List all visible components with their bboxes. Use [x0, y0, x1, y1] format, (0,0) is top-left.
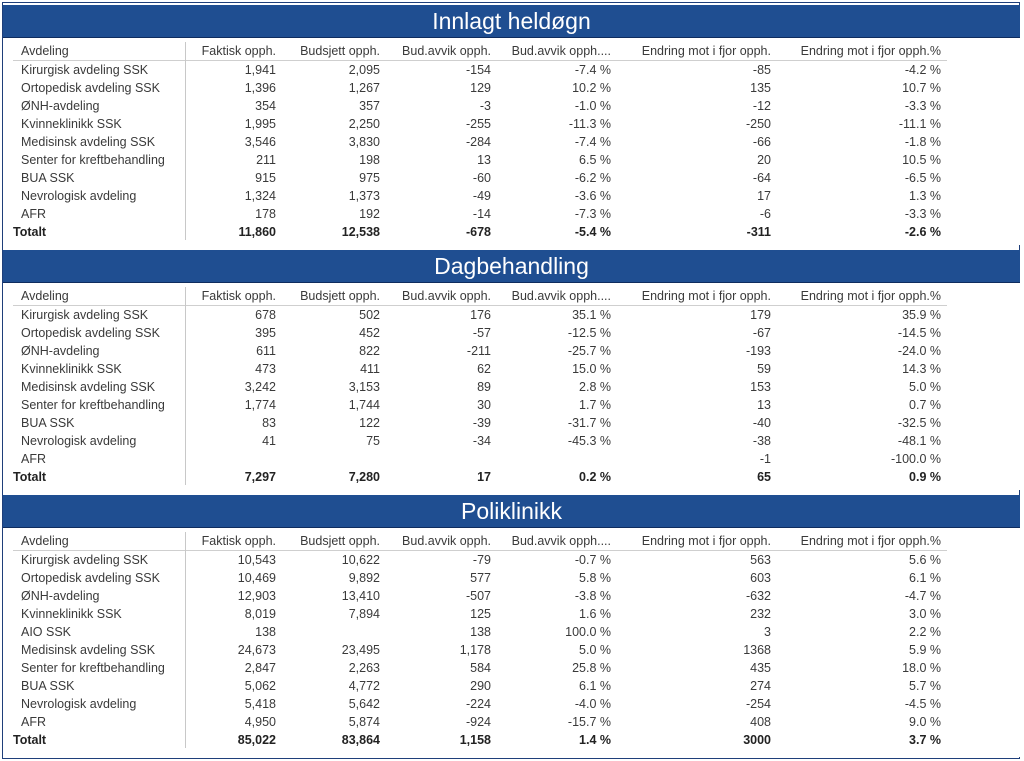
table-cell: 138	[470, 625, 491, 639]
table-cell: 395	[255, 326, 276, 340]
table-cell: 1.7 %	[579, 398, 611, 412]
table-row	[13, 169, 947, 187]
table-cell: -45.3 %	[567, 434, 611, 448]
table-cell: -67	[752, 326, 771, 340]
table-cell: 5,642	[348, 697, 380, 711]
section-title: Innlagt heldøgn	[3, 5, 1020, 38]
table-cell: -4.5 %	[904, 697, 941, 711]
table-cell: -193	[745, 344, 771, 358]
table-cell: -24.0 %	[897, 344, 941, 358]
column-header: Budsjett opph.	[300, 44, 380, 58]
table-cell: 5.6 %	[909, 553, 941, 567]
table-cell: 0.7 %	[909, 398, 941, 412]
column-header: Budsjett opph.	[300, 534, 380, 548]
table-cell: -6	[759, 207, 771, 221]
column-header: Faktisk opph.	[201, 534, 276, 548]
table-cell: -2.6 %	[904, 225, 941, 239]
table-cell: 2,095	[348, 63, 380, 77]
table-cell: 3.0 %	[909, 607, 941, 621]
table-cell: -12	[752, 99, 771, 113]
table-cell: 563	[750, 553, 771, 567]
row-label: Nevrologisk avdeling	[21, 434, 137, 448]
table-cell: 198	[359, 153, 380, 167]
table-cell: -3.3 %	[904, 207, 941, 221]
table-cell: 0.9 %	[909, 470, 941, 484]
row-label: Totalt	[13, 733, 47, 747]
table-cell: 35.9 %	[902, 308, 941, 322]
table-cell: 5.0 %	[579, 643, 611, 657]
section-innlagt-heldogn	[3, 5, 1020, 245]
table-cell: 12,538	[341, 225, 380, 239]
table-cell: -49	[472, 189, 491, 203]
table-cell: 41	[262, 434, 276, 448]
table-cell: 1,941	[244, 63, 276, 77]
table-cell: 10.2 %	[572, 81, 611, 95]
table-cell: 13	[757, 398, 771, 412]
table-cell: 4,772	[348, 679, 380, 693]
row-label: AFR	[21, 715, 46, 729]
table-cell: 211	[256, 153, 276, 167]
table-cell: -7.4 %	[574, 63, 611, 77]
table-cell: 30	[477, 398, 491, 412]
column-header: Avdeling	[21, 289, 69, 303]
table-header-row	[13, 42, 947, 61]
table-cell: 3,546	[244, 135, 276, 149]
table-cell: -60	[472, 171, 491, 185]
column-header: Bud.avvik opph....	[511, 44, 611, 58]
table-row	[13, 695, 947, 713]
column-divider	[185, 287, 186, 485]
table-cell: -11.1 %	[898, 117, 941, 131]
table-cell: 274	[750, 679, 771, 693]
row-label: Kirurgisk avdeling SSK	[21, 63, 149, 77]
table-cell: 11,860	[238, 225, 276, 239]
table-cell: 1,995	[244, 117, 276, 131]
section-title: Dagbehandling	[3, 250, 1020, 283]
column-header: Faktisk opph.	[201, 44, 276, 58]
table-cell: 1368	[743, 643, 771, 657]
table-cell: 5.9 %	[909, 643, 941, 657]
table-cell: -31.7 %	[567, 416, 611, 430]
table-cell: -3.3 %	[904, 99, 941, 113]
table-cell: 357	[359, 99, 380, 113]
column-header: Endring mot i fjor opph.%	[800, 44, 941, 58]
table-cell: 7,280	[348, 470, 380, 484]
table-cell: -5.4 %	[574, 225, 611, 239]
table-cell: 179	[750, 308, 771, 322]
table-row	[13, 677, 947, 695]
table-cell: -254	[745, 697, 771, 711]
row-label: AFR	[21, 452, 46, 466]
table-cell: 3,153	[348, 380, 380, 394]
table-cell: 3,830	[348, 135, 380, 149]
section-poliklinikk	[3, 495, 1020, 757]
table-cell: 9.0 %	[909, 715, 941, 729]
table-cell: 138	[255, 625, 276, 639]
table-cell: 85,022	[237, 733, 276, 747]
table-cell: 2.8 %	[579, 380, 611, 394]
table-cell: 135	[750, 81, 771, 95]
table-cell: 24,673	[237, 643, 276, 657]
table-cell: 6.5 %	[579, 153, 611, 167]
section-title: Poliklinikk	[3, 495, 1020, 528]
table-cell: 17	[757, 189, 771, 203]
table-cell: -48.1 %	[897, 434, 941, 448]
table-cell: -34	[472, 434, 491, 448]
table-cell: -678	[465, 225, 491, 239]
row-label: Senter for kreftbehandling	[21, 661, 165, 675]
row-label: ØNH-avdeling	[21, 99, 100, 113]
table-cell: -1.0 %	[574, 99, 611, 113]
table-cell: -4.0 %	[574, 697, 611, 711]
column-header: Endring mot i fjor opph.	[641, 44, 771, 58]
row-label: Totalt	[13, 470, 47, 484]
table-cell: 10,543	[237, 553, 276, 567]
row-label: Senter for kreftbehandling	[21, 153, 165, 167]
table-cell: 2,847	[244, 661, 276, 675]
table-cell: -507	[465, 589, 491, 603]
table-cell: 2,250	[348, 117, 380, 131]
data-table	[13, 42, 947, 241]
table-row	[13, 396, 947, 414]
table-cell: 611	[256, 344, 276, 358]
row-label: Ortopedisk avdeling SSK	[21, 326, 160, 340]
table-row	[13, 605, 947, 623]
table-cell: -15.7 %	[567, 715, 611, 729]
table-row	[13, 414, 947, 432]
table-cell: -6.2 %	[574, 171, 611, 185]
table-cell: 3000	[743, 733, 771, 747]
table-row	[13, 587, 947, 605]
table-cell: 6.1 %	[909, 571, 941, 585]
table-cell: 178	[255, 207, 276, 221]
table-cell: 62	[477, 362, 491, 376]
table-cell: 1.4 %	[579, 733, 611, 747]
table-cell: 1.6 %	[579, 607, 611, 621]
table-row	[13, 569, 947, 587]
table-cell: 2.2 %	[909, 625, 941, 639]
table-cell: -250	[745, 117, 771, 131]
table-cell: 125	[470, 607, 491, 621]
row-label: Kirurgisk avdeling SSK	[21, 553, 149, 567]
column-header: Endring mot i fjor opph.	[641, 289, 771, 303]
table-cell: 13	[477, 153, 491, 167]
table-cell: 176	[470, 308, 491, 322]
column-divider	[185, 42, 186, 240]
table-cell: -6.5 %	[904, 171, 941, 185]
table-cell: 10.7 %	[902, 81, 941, 95]
data-table	[13, 532, 947, 749]
table-cell: -12.5 %	[567, 326, 611, 340]
table-cell: 1,373	[348, 189, 380, 203]
table-cell: 12,903	[237, 589, 276, 603]
column-header: Bud.avvik opph.	[402, 534, 491, 548]
table-row	[13, 205, 947, 223]
table-row	[13, 151, 947, 169]
table-cell: -224	[465, 697, 491, 711]
row-label: Medisinsk avdeling SSK	[21, 135, 156, 149]
table-cell: 0.2 %	[579, 470, 611, 484]
table-cell: 3.7 %	[909, 733, 941, 747]
row-label: ØNH-avdeling	[21, 589, 100, 603]
table-cell: 1,178	[459, 643, 491, 657]
table-cell: -66	[752, 135, 771, 149]
table-cell: -924	[465, 715, 491, 729]
table-row	[13, 659, 947, 677]
table-cell: 1,158	[459, 733, 491, 747]
table-cell: 10,469	[237, 571, 276, 585]
table-cell: -25.7 %	[567, 344, 611, 358]
column-header: Bud.avvik opph.	[402, 44, 491, 58]
table-cell: -100.0 %	[890, 452, 941, 466]
column-header: Endring mot i fjor opph.%	[800, 289, 941, 303]
table-header-row	[13, 532, 947, 551]
column-header: Bud.avvik opph....	[511, 534, 611, 548]
column-header: Bud.avvik opph....	[511, 289, 611, 303]
section-dagbehandling	[3, 250, 1020, 490]
table-cell: 153	[750, 380, 771, 394]
table-cell: -7.3 %	[574, 207, 611, 221]
table-cell: -311	[746, 225, 771, 239]
table-cell: 1,744	[348, 398, 380, 412]
table-row	[13, 432, 947, 450]
row-label: Senter for kreftbehandling	[21, 398, 165, 412]
table-cell: 25.8 %	[572, 661, 611, 675]
table-cell: 354	[255, 99, 276, 113]
row-label: AFR	[21, 207, 46, 221]
table-cell: 915	[255, 171, 276, 185]
total-row	[13, 223, 947, 241]
table-cell: 5,418	[244, 697, 276, 711]
table-cell: -4.2 %	[904, 63, 941, 77]
table-cell: 65	[757, 470, 771, 484]
row-label: BUA SSK	[21, 679, 75, 693]
row-label: Kirurgisk avdeling SSK	[21, 308, 149, 322]
table-cell: 15.0 %	[572, 362, 611, 376]
table-row	[13, 378, 947, 396]
table-cell: 5.7 %	[909, 679, 941, 693]
table-cell: 7,297	[244, 470, 276, 484]
table-cell: -255	[465, 117, 491, 131]
table-cell: 452	[359, 326, 380, 340]
row-label: Nevrologisk avdeling	[21, 697, 137, 711]
table-cell: -4.7 %	[904, 589, 941, 603]
table-cell: -7.4 %	[574, 135, 611, 149]
table-cell: 10,622	[341, 553, 380, 567]
table-cell: 4,950	[244, 715, 276, 729]
table-cell: -0.7 %	[574, 553, 611, 567]
table-row	[13, 551, 947, 569]
table-cell: -64	[752, 171, 771, 185]
table-cell: 5.0 %	[909, 380, 941, 394]
row-label: Medisinsk avdeling SSK	[21, 380, 156, 394]
table-row	[13, 115, 947, 133]
table-row	[13, 641, 947, 659]
table-cell: 473	[255, 362, 276, 376]
table-cell: -38	[752, 434, 771, 448]
table-cell: 3	[764, 625, 771, 639]
table-cell: 502	[359, 308, 380, 322]
table-cell: 232	[750, 607, 771, 621]
row-label: Medisinsk avdeling SSK	[21, 643, 156, 657]
table-row	[13, 306, 947, 324]
table-row	[13, 324, 947, 342]
table-cell: 1,396	[244, 81, 276, 95]
table-cell: 59	[757, 362, 771, 376]
table-cell: 1,267	[348, 81, 380, 95]
table-cell: -32.5 %	[897, 416, 941, 430]
row-label: Ortopedisk avdeling SSK	[21, 571, 160, 585]
row-label: Kvinneklinikk SSK	[21, 607, 122, 621]
table-cell: -85	[752, 63, 771, 77]
table-cell: 9,892	[348, 571, 380, 585]
column-divider	[185, 532, 186, 748]
data-table	[13, 287, 947, 486]
table-cell: 1,324	[244, 189, 276, 203]
table-cell: -57	[472, 326, 491, 340]
table-cell: -11.3 %	[568, 117, 611, 131]
table-cell: 975	[359, 171, 380, 185]
table-row	[13, 713, 947, 731]
table-cell: 122	[359, 416, 380, 430]
table-row	[13, 61, 947, 79]
table-cell: 18.0 %	[902, 661, 941, 675]
table-row	[13, 450, 947, 468]
table-cell: 5.8 %	[579, 571, 611, 585]
column-header: Endring mot i fjor opph.	[641, 534, 771, 548]
row-label: BUA SSK	[21, 171, 75, 185]
table-row	[13, 97, 947, 115]
table-cell: 584	[470, 661, 491, 675]
table-cell: 83	[262, 416, 276, 430]
row-label: AIO SSK	[21, 625, 72, 639]
total-row	[13, 468, 947, 486]
row-label: Kvinneklinikk SSK	[21, 117, 122, 131]
table-row	[13, 342, 947, 360]
column-header: Endring mot i fjor opph.%	[800, 534, 941, 548]
table-cell: 411	[360, 362, 380, 376]
table-cell: 14.3 %	[902, 362, 941, 376]
total-row	[13, 731, 947, 749]
table-cell: 435	[750, 661, 771, 675]
table-cell: 100.0 %	[565, 625, 611, 639]
table-cell: 7,894	[348, 607, 380, 621]
table-cell: 8,019	[244, 607, 276, 621]
table-cell: 408	[750, 715, 771, 729]
table-cell: -40	[752, 416, 771, 430]
table-cell: 577	[470, 571, 491, 585]
table-cell: 35.1 %	[572, 308, 611, 322]
table-cell: 5,874	[348, 715, 380, 729]
table-cell: 603	[750, 571, 771, 585]
row-label: ØNH-avdeling	[21, 344, 100, 358]
column-header: Bud.avvik opph.	[402, 289, 491, 303]
table-row	[13, 79, 947, 97]
row-label: Ortopedisk avdeling SSK	[21, 81, 160, 95]
table-cell: -3.6 %	[574, 189, 611, 203]
table-cell: 6.1 %	[579, 679, 611, 693]
table-cell: 1.3 %	[909, 189, 941, 203]
table-cell: -1	[759, 452, 771, 466]
table-cell: -14.5 %	[897, 326, 941, 340]
column-header: Budsjett opph.	[300, 289, 380, 303]
table-cell: -211	[466, 344, 491, 358]
column-header: Avdeling	[21, 534, 69, 548]
table-cell: 23,495	[341, 643, 380, 657]
table-cell: 2,263	[348, 661, 380, 675]
table-cell: -79	[472, 553, 491, 567]
row-label: Nevrologisk avdeling	[21, 189, 137, 203]
row-label: Totalt	[13, 225, 47, 239]
table-cell: 3,242	[244, 380, 276, 394]
table-cell: 89	[477, 380, 491, 394]
table-cell: -154	[465, 63, 491, 77]
table-cell: 822	[359, 344, 380, 358]
table-cell: -39	[472, 416, 491, 430]
table-cell: 192	[359, 207, 380, 221]
table-row	[13, 360, 947, 378]
table-row	[13, 187, 947, 205]
table-cell: 5,062	[244, 679, 276, 693]
table-cell: 290	[470, 679, 491, 693]
table-cell: 13,410	[341, 589, 380, 603]
column-header: Avdeling	[21, 44, 69, 58]
table-cell: 17	[477, 470, 491, 484]
table-header-row	[13, 287, 947, 306]
table-cell: 678	[255, 308, 276, 322]
table-cell: -14	[472, 207, 491, 221]
table-cell: 10.5 %	[902, 153, 941, 167]
table-cell: 83,864	[341, 733, 380, 747]
table-row	[13, 133, 947, 151]
table-cell: -3	[479, 99, 491, 113]
table-cell: 1,774	[244, 398, 276, 412]
row-label: Kvinneklinikk SSK	[21, 362, 122, 376]
column-header: Faktisk opph.	[201, 289, 276, 303]
table-cell: -3.8 %	[574, 589, 611, 603]
table-cell: -284	[465, 135, 491, 149]
table-row	[13, 623, 947, 641]
table-cell: 129	[470, 81, 491, 95]
table-cell: -1.8 %	[904, 135, 941, 149]
table-cell: 75	[366, 434, 380, 448]
table-cell: 20	[757, 153, 771, 167]
row-label: BUA SSK	[21, 416, 75, 430]
table-cell: -632	[745, 589, 771, 603]
